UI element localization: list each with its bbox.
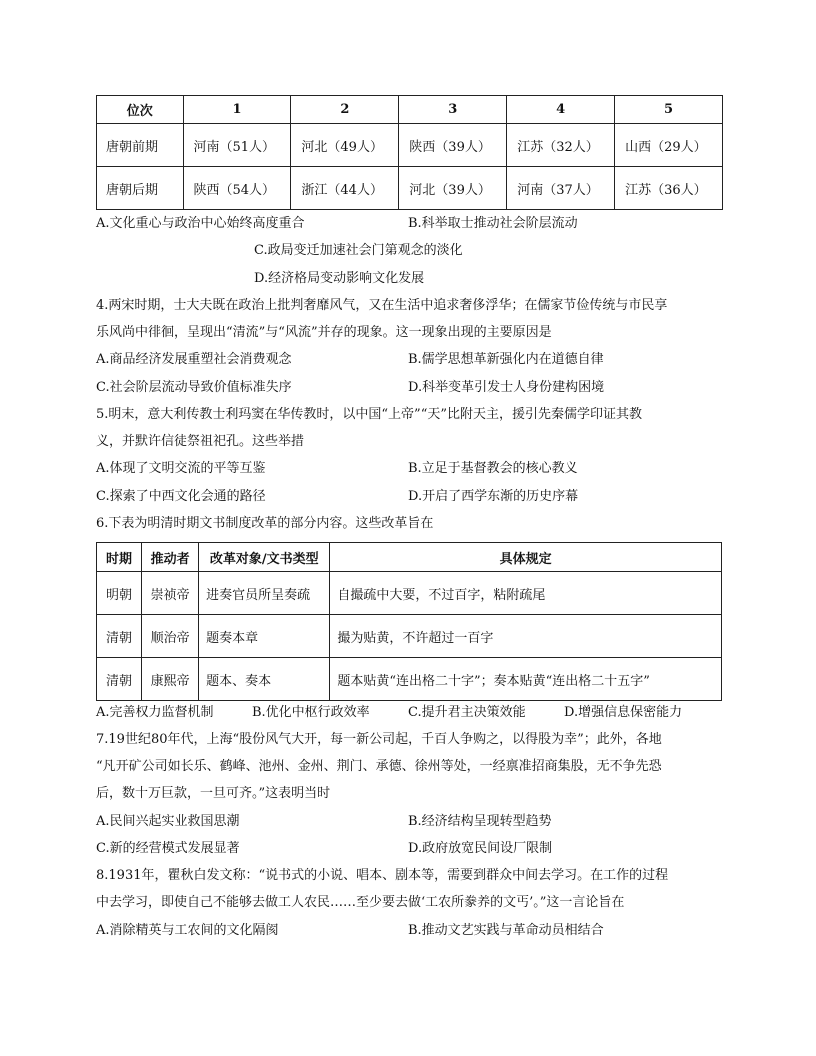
table-cell: 清朝	[97, 615, 142, 658]
q6-option-d[interactable]: D.增强信息保密能力	[564, 705, 683, 720]
q6-option-c[interactable]: C.提升君主决策效能	[408, 705, 526, 720]
q3-option-a[interactable]: A.文化重心与政治中心始终高度重合	[96, 216, 305, 231]
table-cell: 崇祯帝	[142, 572, 199, 615]
q4-option-c[interactable]: C.社会阶层流动导致价值标准失序	[96, 380, 292, 395]
q7-option-a[interactable]: A.民间兴起实业救国思潮	[96, 814, 240, 829]
reform-table	[96, 542, 722, 701]
q4-option-d[interactable]: D.科举变革引发士人身份建构困境	[408, 380, 605, 395]
table-row	[97, 167, 723, 210]
table-header-cell: 2	[291, 96, 399, 124]
q5-option-d[interactable]: D.开启了西学东渐的历史序幕	[408, 489, 579, 504]
table-cell: 河北（49人）	[291, 124, 399, 167]
q4-stem-line: 乐风尚中徘徊，呈现出“清流”与“风流”并存的现象。这一现象出现的主要原因是	[96, 325, 552, 340]
q7-option-c[interactable]: C.新的经营模式发展显著	[96, 841, 240, 856]
table-cell: 题本、奏本	[199, 658, 330, 701]
q4-option-b[interactable]: B.儒学思想革新强化内在道德自律	[408, 352, 604, 367]
table-row	[97, 658, 722, 701]
table-cell: 唐朝后期	[97, 167, 184, 210]
q6-option-b[interactable]: B.优化中枢行政效率	[252, 705, 370, 720]
q3-option-d[interactable]: D.经济格局变动影响文化发展	[254, 271, 425, 286]
table-header-cell: 1	[183, 96, 291, 124]
q8-stem-line: 8.1931年，瞿秋白发文称：“说书式的小说、唱本、剧本等，需要到群众中间去学习。在工作的过程	[96, 868, 669, 883]
q5-option-a[interactable]: A.体现了文明交流的平等互鉴	[96, 461, 266, 476]
q7-option-b[interactable]: B.经济结构呈现转型趋势	[408, 814, 552, 829]
table-header-row	[97, 96, 723, 124]
table-header-row	[97, 543, 722, 572]
q5-stem-line: 义，并默许信徒祭祖祀孔。这些举措	[96, 434, 305, 449]
table-cell: 题奏本章	[199, 615, 330, 658]
q7-stem-line: 后，数十万巨款，一旦可齐。”这表明当时	[96, 786, 331, 801]
q4-option-a[interactable]: A.商品经济发展重塑社会消费观念	[96, 352, 292, 367]
q6-option-a[interactable]: A.完善权力监督机制	[96, 705, 214, 720]
q6-stem-line: 6.下表为明清时期文书制度改革的部分内容。这些改革旨在	[96, 516, 434, 531]
q5-stem-line: 5.明末，意大利传教士利玛窦在华传教时，以中国“上帝”“天”比附天主，援引先秦儒学印证其教	[96, 407, 642, 422]
table-cell: 江苏（32人）	[507, 124, 615, 167]
table-cell: 撮为贴黄，不许超过一百字	[330, 615, 722, 658]
q8-option-b[interactable]: B.推动文艺实践与革命动员相结合	[408, 923, 604, 938]
q5-option-b[interactable]: B.立足于基督教会的核心教义	[408, 461, 578, 476]
table-cell: 河南（37人）	[507, 167, 615, 210]
q7-stem-line: 7.19世纪80年代，上海“股份风气大开，每一新公司起，千百人争购之，以得股为幸”；此外，各地	[96, 732, 662, 747]
table-cell: 明朝	[97, 572, 142, 615]
table-row	[97, 615, 722, 658]
table-cell: 山西（29人）	[615, 124, 723, 167]
q8-stem-line: 中去学习，即使自己不能够去做工人农民……至少要去做‘工农所豢养的文丐’。”这一言论旨在	[96, 895, 625, 910]
q5-option-c[interactable]: C.探索了中西文化会通的路径	[96, 489, 266, 504]
q7-stem-line: “凡开矿公司如长乐、鹤峰、池州、金州、荆门、承德、徐州等处，一经禀准招商集股，无不争先恐	[96, 759, 662, 774]
table-header-cell: 4	[507, 96, 615, 124]
table-cell: 陕西（39人）	[399, 124, 507, 167]
q8-option-a[interactable]: A.消除精英与工农间的文化隔阂	[96, 923, 279, 938]
table-cell: 进奏官员所呈奏疏	[199, 572, 330, 615]
table-cell: 河南（51人）	[183, 124, 291, 167]
table-row	[97, 124, 723, 167]
q7-option-d[interactable]: D.政府放宽民间设厂限制	[408, 841, 553, 856]
table-cell: 河北（39人）	[399, 167, 507, 210]
table-header-cell: 5	[615, 96, 723, 124]
table-cell: 唐朝前期	[97, 124, 184, 167]
table-cell: 题本贴黄“连出格二十字”；奏本贴黄“连出格二十五字”	[330, 658, 722, 701]
table-cell: 康熙帝	[142, 658, 199, 701]
q3-option-c[interactable]: C.政局变迁加速社会门第观念的淡化	[254, 243, 463, 258]
table-row	[97, 572, 722, 615]
table-cell: 自撮疏中大要，不过百字，粘附疏尾	[330, 572, 722, 615]
table-cell: 江苏（36人）	[615, 167, 723, 210]
table-cell: 顺治帝	[142, 615, 199, 658]
table-cell: 清朝	[97, 658, 142, 701]
table-cell: 浙江（44人）	[291, 167, 399, 210]
ranking-table	[96, 95, 723, 210]
table-header-cell: 位次	[97, 96, 184, 124]
table-header-cell: 具体规定	[330, 543, 722, 572]
table-header-cell: 3	[399, 96, 507, 124]
table-cell: 陕西（54人）	[183, 167, 291, 210]
table-header-cell: 推动者	[142, 543, 199, 572]
q3-option-b[interactable]: B.科举取士推动社会阶层流动	[408, 216, 578, 231]
q4-stem-line: 4.两宋时期，士大夫既在政治上批判奢靡风气，又在生活中追求奢侈浮华；在儒家节俭传统与市民享	[96, 298, 668, 313]
table-header-cell: 改革对象/文书类型	[199, 543, 330, 572]
table-header-cell: 时期	[97, 543, 142, 572]
